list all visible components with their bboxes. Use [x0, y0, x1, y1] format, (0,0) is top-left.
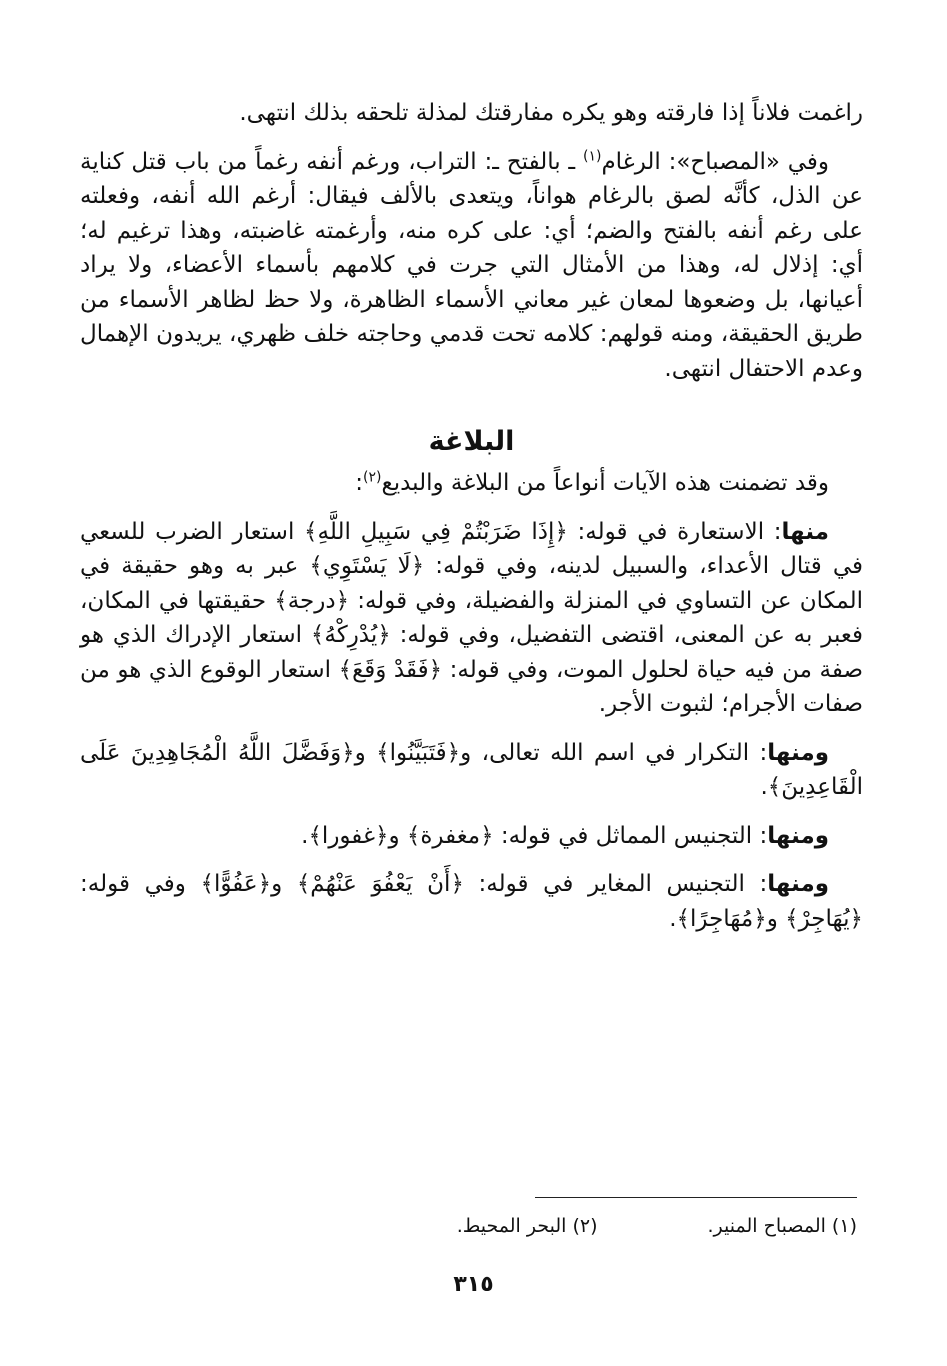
intro-colon: :: [355, 470, 363, 496]
footnote-2: (٢) البحر المحيط.: [456, 1215, 598, 1237]
footnote-ref-2: (٢): [362, 469, 382, 486]
paragraph-1: راغمت فلاناً إذا فارقته وهو يكره مفارقتك لمذلة تلحقه بذلك انتهى.: [239, 100, 863, 126]
intro-paragraph: [80, 466, 863, 501]
item-4-text: : التجنيس المغاير في قوله: ﴿أَنْ يَعْفُوَ عَنْهُمْ﴾ و﴿عَفُوًّا﴾ وفي قوله: ﴿يُهَاجِرْ﴾ و﴿مُهَاجِرًا﴾.: [80, 871, 863, 932]
item-2-lead: ومنها: [767, 739, 829, 766]
footnote-1: (١) المصباح المنير.: [707, 1215, 857, 1237]
footnote-ref-1: (١): [582, 147, 602, 164]
footnotes: [257, 1212, 857, 1240]
page-body: [80, 96, 863, 950]
item-1-text: : الاستعارة في قوله: ﴿إِذَا ضَرَبْتُمْ فِي سَبِيلِ اللَّهِ﴾ استعار الضرب للسعي في قتال الأعداء، والسبيل لدينه، وفي قوله: ﴿لَا يَسْتَوِي﴾ عبر به وهو حقيقة في المكان عن التساوي في المنزلة والفضيلة، وفي قوله: ﴿درجة﴾ حقيقتها في المكان، فعبر به عن المعنى، اقتضى التفضيل، وفي قوله: ﴿يُدْرِكْهُ﴾ استعار الإدراك الذي هو صفة من فيه حياة لحلول الموت، وفي قوله: ﴿فَقَدْ وَقَعَ﴾ استعار الوقوع الذي هو من صفات الأجرام؛ لثبوت الأجر.: [80, 518, 863, 717]
item-3-lead: ومنها: [767, 822, 829, 849]
item-1-lead: منها: [781, 518, 829, 545]
item-2-text: : التكرار في اسم الله تعالى، و﴿فَتَبَيَّنُوا﴾ و﴿وَفَضَّلَ اللَّهُ الْمُجَاهِدِينَ عَلَى الْقَاعِدِينَ﴾.: [80, 739, 863, 800]
misbah-rest: ـ بالفتح ـ: التراب، ورغم أنفه رغماً من باب قتل كناية عن الذل، كأنَّه لصق بالرغام هواناً، ويتعدى بالألف فيقال: أرغم الله أنفه، وفعلته على رغم أنفه بالفتح والضم؛ أي: على كره منه، وأرغمته غاضبته، وهذا ترغيم له؛ أي: إذلال له، وهذا من الأمثال التي جرت في كلامهم بأسماء الأعضاء، ولا يراد أعيانها، بل وضعوها لمعان غير معاني الأسماء الظاهرة، ولا حظ لظاهر الأسماء من طريق الحقيقة، ومنه قولهم: كلامه تحت قدمي وحاجته خلف ظهري، يريدون الإهمال وعدم الاحتفال انتهى.: [80, 148, 863, 382]
rhetoric-item-4: [80, 867, 863, 936]
rhetoric-item-1: [80, 515, 863, 722]
intro-text: وقد تضمنت هذه الآيات أنواعاً من البلاغة والبديع: [381, 470, 829, 496]
rhetoric-item-3: [80, 819, 863, 854]
misbah-start: وفي «المصباح»: الرغام: [601, 148, 829, 175]
section-heading: البلاغة: [428, 426, 515, 457]
rhetoric-item-2: [80, 736, 863, 805]
item-3-text: : التجنيس المماثل في قوله: ﴿مغفرة﴾ و﴿غفورا﴾.: [301, 822, 768, 849]
page-number: ٣١٥: [453, 1272, 494, 1297]
item-4-lead: ومنها: [767, 871, 829, 897]
footnote-divider: [535, 1197, 857, 1198]
paragraph-misbah: [80, 145, 863, 387]
